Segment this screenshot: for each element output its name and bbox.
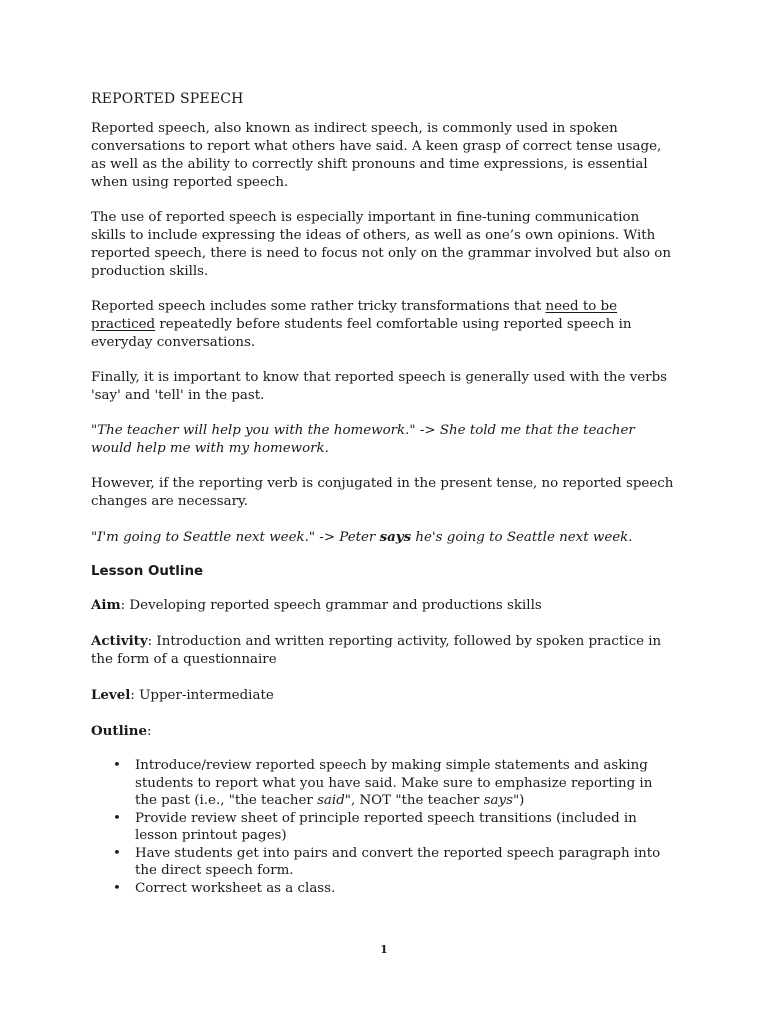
intro-paragraph-3 [91,298,676,352]
intro-paragraph-5: However, if the reporting verb is conjugated in the present tense, no reported speech changes are necessary. [91,476,674,509]
activity-row [91,632,676,669]
page-title: REPORTED SPEECH [91,91,244,107]
level-label: Level [91,687,131,703]
list-item: • Provide review sheet of principle reported speech transitions (included in lesson printout pages) [135,810,676,845]
activity-value: : Introduction and written reporting activity, followed by spoken practice in the form of a questionnaire [91,634,662,667]
intro-paragraph-1: Reported speech, also known as indirect speech, is commonly used in spoken conversations to report what others have said. A keen grasp of correct tense usage, as well as the ability to correctly shift pronouns and time expressions, is essential when using reported speech. [91,121,662,190]
p3-text-post: repeatedly before students feel comfortable using reported speech in everyday conversations. [91,317,632,350]
ex2-bold: says [379,529,412,545]
ex2-pre: "I'm going to Seattle next week." -> Peter [91,530,380,545]
aim-row [91,596,676,615]
outline-label: Outline [91,723,148,739]
lesson-outline-heading: Lesson Outline [91,564,204,579]
intro-paragraph-4: Finally, it is important to know that reported speech is generally used with the verbs 'say' and 'tell' in the past. [91,370,668,403]
intro-paragraph-2: The use of reported speech is especially important in fine-tuning communication skills to include expressing the ideas of others, as well as one’s own opinions. With reported speech, there is need to focus not only on the grammar involved but also on production skills. [91,210,671,279]
activity-label: Activity [91,633,148,649]
outline-list [91,757,676,897]
item1-pre: Introduce/review reported speech by making simple statements and asking students to report what you have said. Make sure to emphasize reporting in the past (i.e., "the teacher [135,758,653,808]
item1-em-says: says [483,793,513,808]
list-item: • Correct worksheet as a class. [135,880,676,898]
item1-post: ") [512,793,525,808]
example-2 [91,528,676,547]
p3-text-pre: Reported speech includes some rather tricky transformations that [91,299,546,314]
example-1: "The teacher will help you with the homework." -> She told me that the teacher would help me with my homework. [91,423,635,456]
level-row [91,686,676,705]
ex2-post: he's going to Seattle next week. [411,530,633,545]
aim-value: : Developing reported speech grammar and productions skills [120,598,542,613]
outline-row [91,722,676,741]
level-value: : Upper-intermediate [130,688,274,703]
item1-em-said: said [317,793,345,808]
list-item [135,757,676,810]
aim-label: Aim [91,597,121,613]
list-item: • Have students get into pairs and convert the reported speech paragraph into the direct speech form. [135,845,676,880]
outline-colon: : [147,724,152,739]
item1-mid: ", NOT "the teacher [344,793,484,808]
page-number: 1 [380,943,388,956]
practice-link[interactable]: need to be practiced [91,299,618,332]
